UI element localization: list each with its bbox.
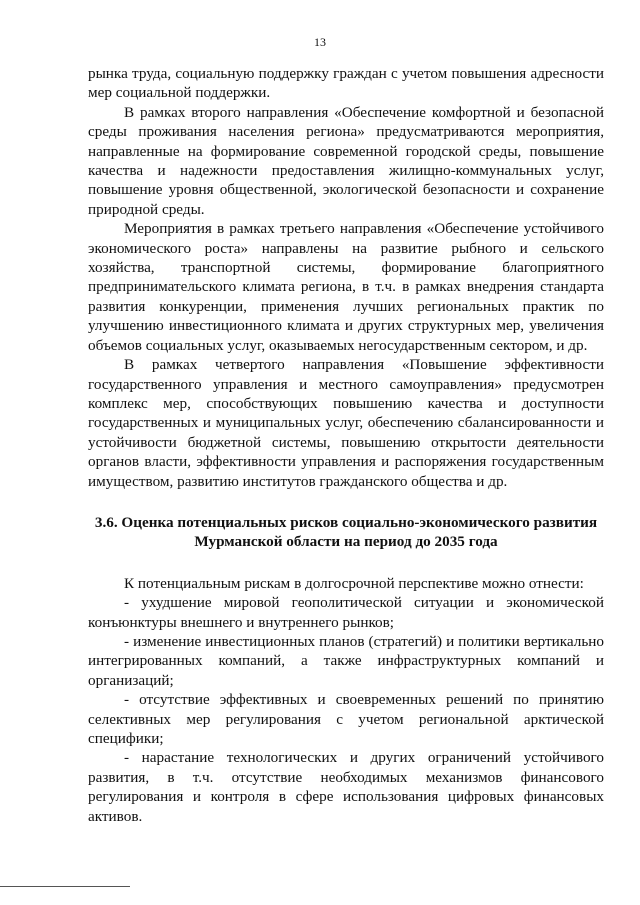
risk-item: - нарастание технологических и других ограничений устойчивого развития, в т.ч. отсутствие необходимых механизмов финансового регулирования и контроля в сфере использования цифровых финансовых активов. xyxy=(88,749,604,825)
paragraph-third-direction: Мероприятия в рамках третьего направления «Обеспечение устойчивого экономического роста» направлены на развитие рыбного и сельского хозяйства, транспортной системы, формирование благоприятного предпринимательского климата региона, в т.ч. в рамках внедрения стандарта развития конкуренции, применения лучших региональных практик по улучшению инвестиционного климата и других структурных мер, увеличения объемов социальных услуг, оказываемых негосударственным сектором, и др. xyxy=(88,220,604,354)
section-heading-line-1: 3.6. Оценка потенциальных рисков социально-экономического развития xyxy=(94,513,598,531)
page-number: 13 xyxy=(314,35,326,49)
section-heading-line-2: Мурманской области на период до 2035 года xyxy=(194,533,498,551)
risks-intro: К потенциальным рискам в долгосрочной перспективе можно отнести: xyxy=(124,574,584,592)
section-heading xyxy=(88,513,604,552)
paragraph-continuation: рынка труда, социальную поддержку граждан с учетом повышения адресности мер социальной поддержки. xyxy=(88,65,604,102)
risk-item: - изменение инвестиционных планов (стратегий) и политики вертикально интегрированных компаний, а также инфраструктурных компаний и организаций; xyxy=(88,632,604,689)
document-body xyxy=(88,64,604,826)
risk-item: - ухудшение мировой геополитической ситуации и экономической конъюнктуры внешнего и внутреннего рынков; xyxy=(88,594,604,631)
paragraph-second-direction: В рамках второго направления «Обеспечение комфортной и безопасной среды проживания населения региона» предусматриваются мероприятия, направленные на формирование современной городской среды, повышение качества и надежности предоставления жилищно-коммунальных услуг, повышение уровня общественной, экологической безопасности и сохранение природной среды. xyxy=(88,103,604,218)
footer-rule xyxy=(0,886,130,887)
paragraph-fourth-direction: В рамках четвертого направления «Повышение эффективности государственного управления и местного самоуправления» предусмотрен комплекс мер, способствующих повышению качества и доступности государственных и муниципальных услуг, обеспечению сбалансированности и устойчивости бюджетной системы, повышению открытости деятельности органов власти, эффективности управления и распоряжения государственным имуществом, развитию институтов гражданского общества и др. xyxy=(88,356,604,490)
risk-item: - отсутствие эффективных и своевременных решений по принятию селективных мер регулирования с учетом региональной арктической специфики; xyxy=(88,691,604,747)
